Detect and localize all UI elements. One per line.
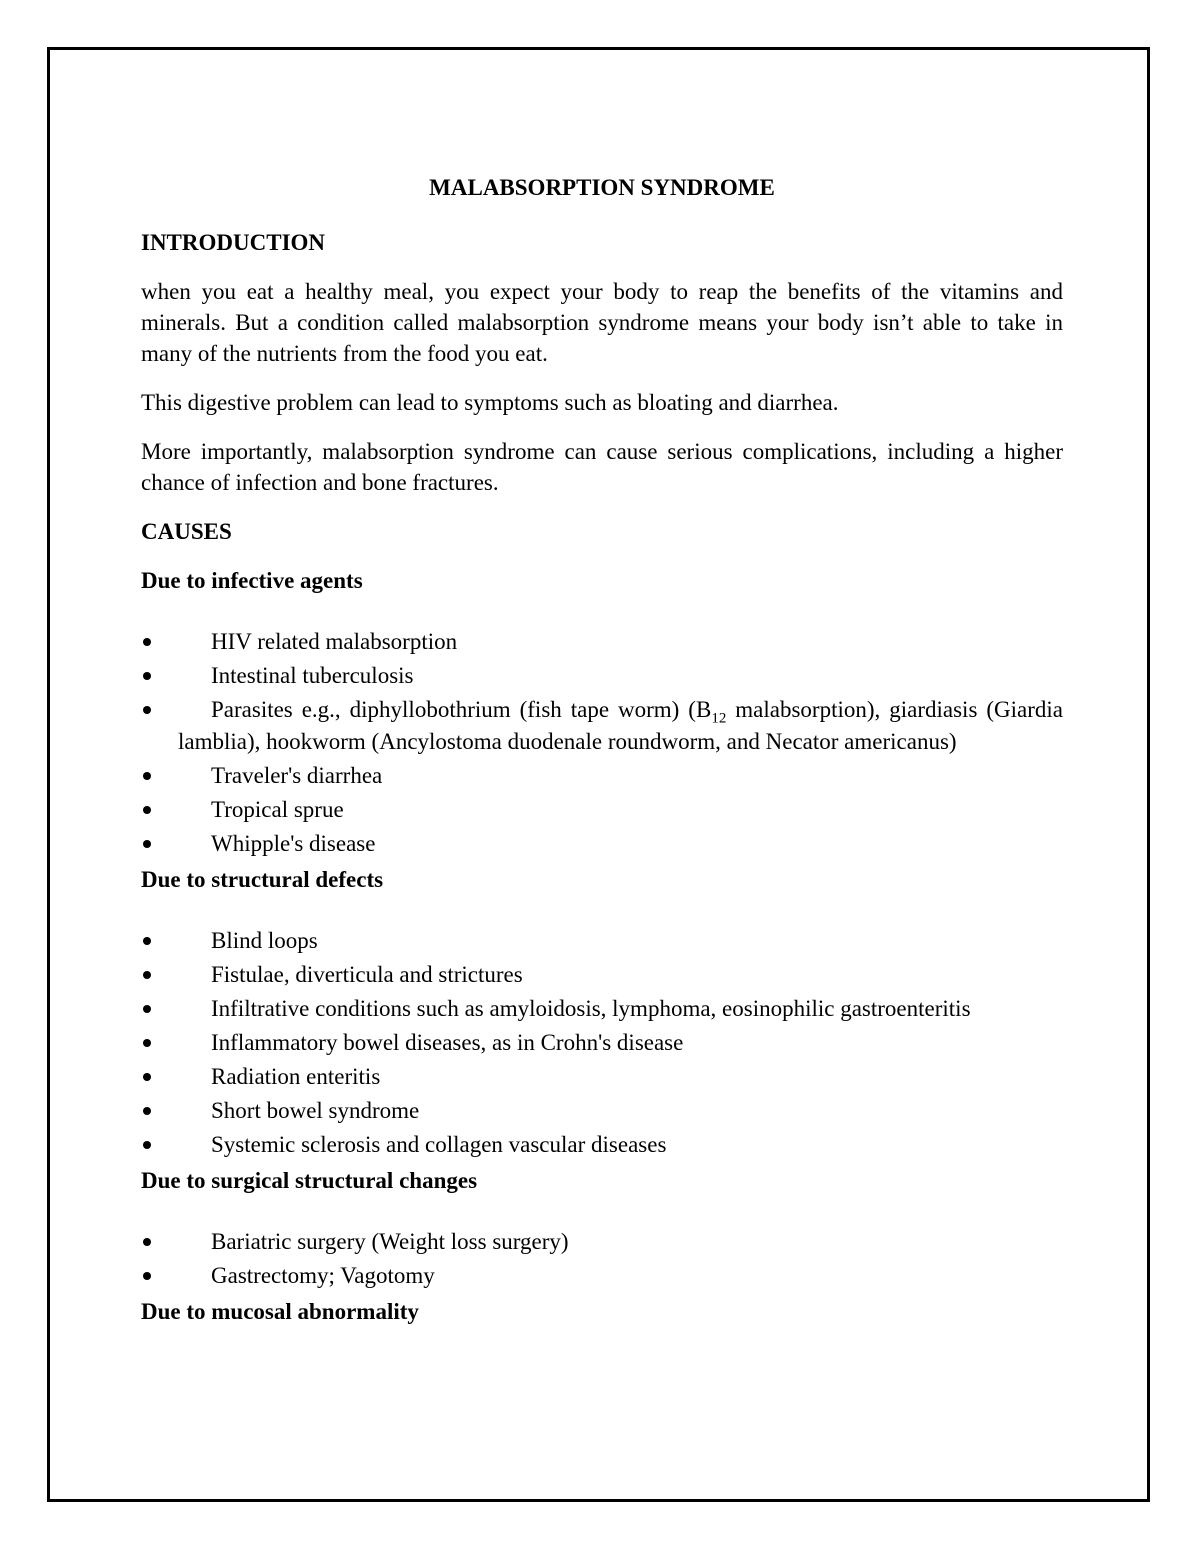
- page-title: MALABSORPTION SYNDROME: [429, 175, 775, 200]
- list-item: [141, 1061, 1063, 1093]
- list-item-text: Intestinal tuberculosis: [211, 663, 414, 688]
- list-item: [141, 626, 1063, 658]
- introduction-heading: INTRODUCTION: [141, 230, 326, 255]
- parasites-subscript: 12: [711, 710, 727, 727]
- parasites-text-start: Parasites e.g., diphyllobothrium (fish tape worm) (B: [211, 697, 712, 722]
- list-item: [141, 1260, 1063, 1292]
- list-item: [141, 760, 1063, 792]
- structural-defects-heading: Due to structural defects: [141, 867, 384, 892]
- list-item-text: Traveler's diarrhea: [211, 763, 383, 788]
- list-item: [141, 959, 1063, 991]
- parasites-text-end: malabsorption), giardiasis (Giardia lamblia), hookworm (Ancylostoma duodenale roundworm, and Necator americanus): [178, 697, 1063, 754]
- surgical-changes-list: [141, 1226, 1063, 1292]
- list-item: [141, 794, 1063, 826]
- intro-paragraph-1: when you eat a healthy meal, you expect your body to reap the benefits of the vitamins and minerals. But a condition called malabsorption syndrome means your body isn’t able to take in many of the nutrients from the food you eat.: [141, 279, 1063, 366]
- list-item-text: Whipple's disease: [211, 831, 376, 856]
- list-item: [141, 1129, 1063, 1161]
- list-item-text: Bariatric surgery (Weight loss surgery): [211, 1229, 569, 1254]
- list-item-text: Tropical sprue: [211, 797, 344, 822]
- infective-agents-list: [141, 626, 1063, 860]
- mucosal-abnormality-heading: Due to mucosal abnormality: [141, 1299, 419, 1324]
- list-item-text: HIV related malabsorption: [211, 629, 458, 654]
- list-item-text: Infiltrative conditions such as amyloidosis, lymphoma, eosinophilic gastroenteritis: [211, 996, 971, 1021]
- list-item-parasites: [141, 694, 1063, 758]
- list-item-text: Gastrectomy; Vagotomy: [211, 1263, 435, 1288]
- list-item: [141, 1095, 1063, 1127]
- list-item: [141, 828, 1063, 860]
- list-item-text: Systemic sclerosis and collagen vascular diseases: [211, 1132, 667, 1157]
- list-item-text: Fistulae, diverticula and strictures: [211, 962, 523, 987]
- infective-agents-heading: Due to infective agents: [141, 568, 363, 593]
- structural-defects-list: [141, 925, 1063, 1161]
- list-item: [141, 1027, 1063, 1059]
- list-item: [141, 993, 1063, 1025]
- list-item-text: Blind loops: [211, 928, 318, 953]
- intro-paragraph-2: This digestive problem can lead to symptoms such as bloating and diarrhea.: [141, 390, 839, 415]
- list-item: [141, 1226, 1063, 1258]
- intro-paragraph-3: More importantly, malabsorption syndrome can cause serious complications, including a higher chance of infection and bone fractures.: [141, 439, 1063, 495]
- surgical-changes-heading: Due to surgical structural changes: [141, 1168, 478, 1193]
- list-item-text: Radiation enteritis: [211, 1064, 381, 1089]
- list-item-text: Inflammatory bowel diseases, as in Crohn's disease: [211, 1030, 684, 1055]
- document-body: [141, 172, 1063, 1357]
- causes-heading: CAUSES: [141, 519, 232, 544]
- list-item-text: Short bowel syndrome: [211, 1098, 420, 1123]
- list-item: [141, 925, 1063, 957]
- list-item: [141, 660, 1063, 692]
